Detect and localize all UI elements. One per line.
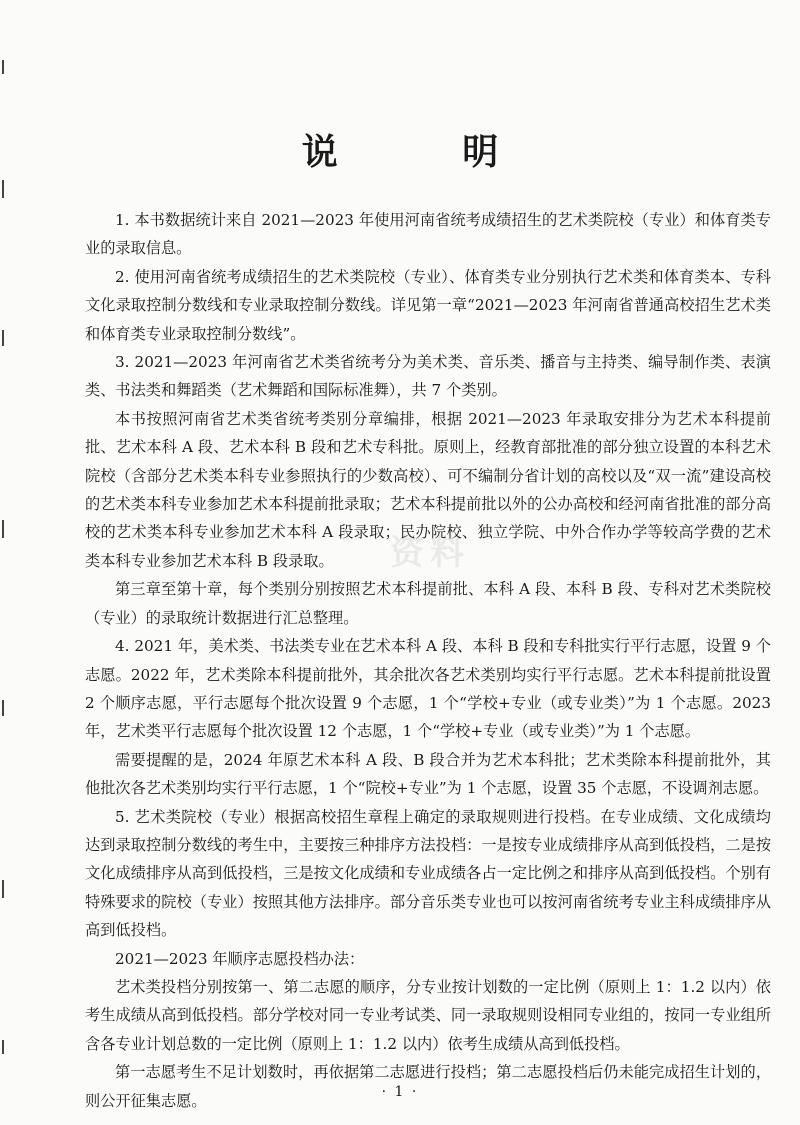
binding-mark (2, 520, 4, 538)
paragraph-6: 4. 2021 年，美术类、书法类专业在艺术本科 A 段、本科 B 段和专科批实行平行志愿，设置 9 个志愿。2022 年，艺术类除本科提前批外，其余批次各艺术类别均实行平行志愿。艺术本科提前批设置 2 个顺序志愿，平行志愿每个批次设置 9 个志愿，1 个“学校+专业（或专业类）”为 1 个志愿。2023 年，艺术类平行志愿每个批次设置 12 个志愿，1 个“学校+专业（或专业类）”为 1 个志愿。 (85, 637, 771, 741)
paragraph-3: 3. 2021—2023 年河南省艺术类省统考分为美术类、音乐类、播音与主持类、编导制作类、表演类、书法类和舞蹈类（艺术舞蹈和国际标准舞），共 7 个类别。 (85, 353, 771, 400)
paragraph-1: 1. 本书数据统计来自 2021—2023 年使用河南省统考成绩招生的艺术类院校（专业）和体育类专业的录取信息。 (85, 211, 771, 258)
paragraph-7: 需要提醒的是，2024 年原艺术本科 A 段、B 段合并为艺术本科批；艺术类除本科提前批外，其他批次各艺术类别均实行平行志愿，1 个“院校+专业”为 1 个志愿，设置 35 个志愿，不设调剂志愿。 (85, 750, 771, 798)
binding-mark (2, 60, 4, 74)
paragraph-9: 2021—2023 年顺序志愿投档办法： (115, 949, 365, 968)
document-body (85, 206, 771, 1115)
binding-mark (2, 700, 4, 716)
paragraph-5: 第三章至第十章，每个类别分别按照艺术本科提前批、本科 A 段、本科 B 段、专科对艺术类院校（专业）的录取统计数据进行汇总整理。 (85, 580, 771, 627)
binding-mark (2, 1040, 4, 1054)
binding-mark (2, 180, 4, 198)
paragraph-4: 本书按照河南省艺术类省统考类别分章编排，根据 2021—2023 年录取安排分为艺术本科提前批、艺术本科 A 段、艺术本科 B 段和艺术专科批。原则上，经教育部批准的部分独立设置的本科艺术院校（含部分艺术类本科专业参照执行的少数高校）、可不编制分省计划的高校以及“双一流”建设高校的艺术类本科专业参加艺术本科提前批录取；艺术本科提前批以外的公办高校和经河南省批准的部分高校的艺术类本科专业参加艺术本科 A 段录取；民办院校、独立学院、中外合作办学等较高学费的艺术类本科专业参加艺术本科 B 段录取。 (85, 409, 771, 570)
binding-mark (2, 330, 4, 346)
paragraph-10: 艺术类投档分别按第一、第二志愿的顺序，分专业按计划数的一定比例（原则上 1：1.2 以内）依考生成绩从高到低投档。部分学校对同一专业考试类、同一录取规则设相同专业组的，按同一专业组所含各专业计划总数的一定比例（原则上 1：1.2 以内）依考生成绩从高到低投档。 (85, 977, 771, 1053)
paragraph-11: 第一志愿考生不足计划数时，再依据第二志愿进行投档；第二志愿投档后仍未能完成招生计划的，则公开征集志愿。 (85, 1063, 771, 1110)
binding-mark (2, 880, 4, 898)
page-number: · 1 · (381, 1084, 419, 1100)
watermark: 资料 (390, 533, 470, 573)
page-title: 说 明 (301, 132, 555, 173)
paragraph-2: 2. 使用河南省统考成绩招生的艺术类院校（专业）、体育类专业分别执行艺术类和体育类本、专科文化录取控制分数线和专业录取控制分数线。详见第一章“2021—2023 年河南省普通高校招生艺术类和体育类专业录取控制分数线”。 (85, 267, 771, 343)
paragraph-8: 5. 艺术类院校（专业）根据高校招生章程上确定的录取规则进行投档。在专业成绩、文化成绩均达到录取控制分数线的考生中，主要按三种排序方法投档：一是按专业成绩排序从高到低投档，二是按文化成绩排序从高到低投档，三是按文化成绩和专业成绩各占一定比例之和排序从高到低投档。个别有特殊要求的院校（专业）按照其他方法排序。部分音乐类专业也可以按河南省统考专业主科成绩排序从高到低投档。 (85, 807, 771, 940)
